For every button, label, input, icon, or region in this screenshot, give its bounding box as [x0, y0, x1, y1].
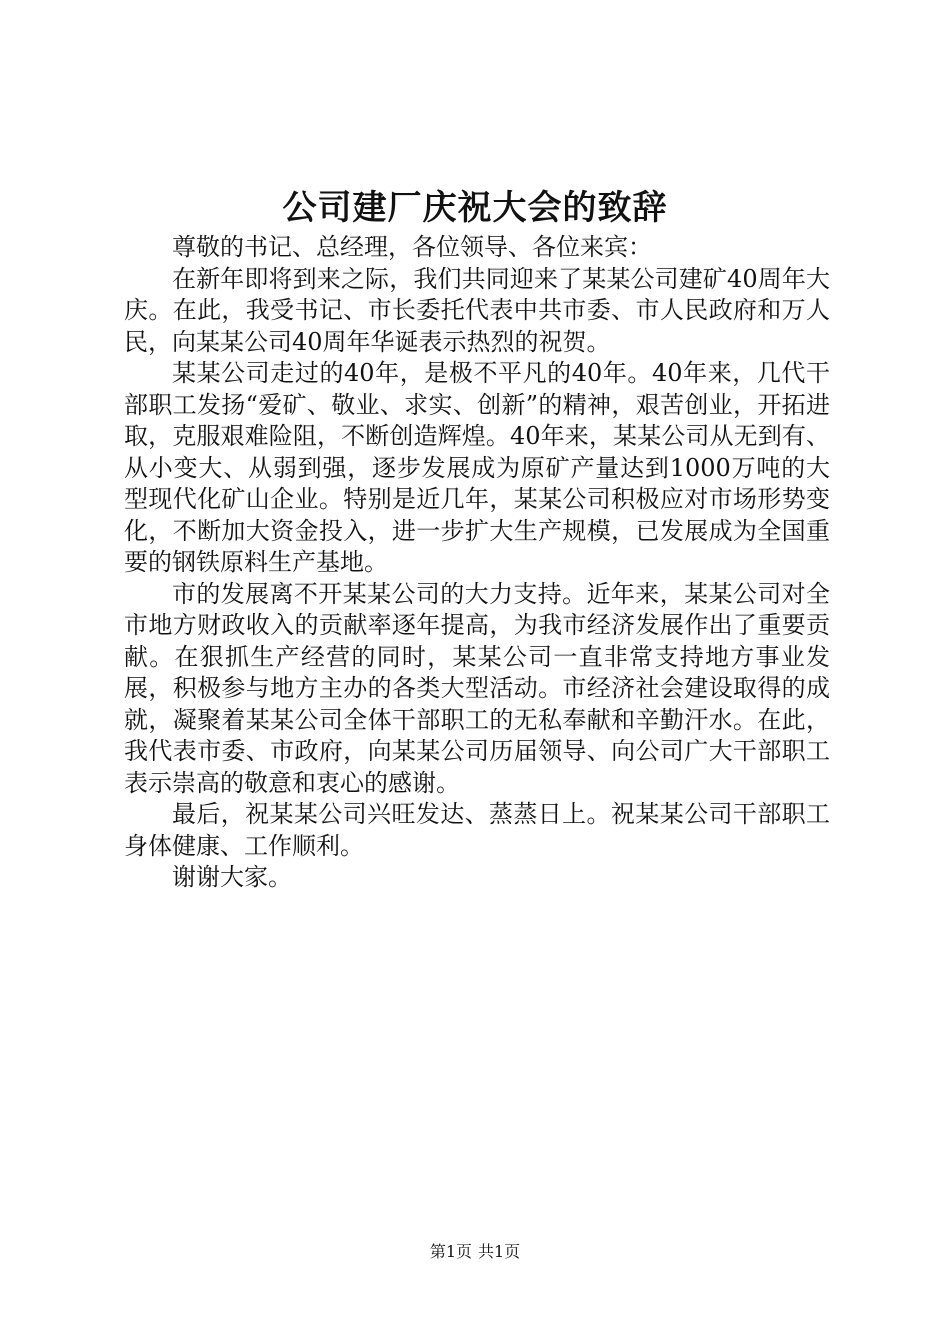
document-title: 公司建厂庆祝大会的致辞 [282, 188, 668, 228]
salutation-paragraph: 尊敬的书记、总经理，各位领导、各位来宾： [172, 233, 652, 261]
document-body [124, 232, 830, 894]
body-paragraph: 在新年即将到来之际，我们共同迎来了某某公司建矿40周年大庆。在此，我受书记、市长委托代表中共市委、市人民政府和万人民，向某某公司40周年华诞表示热烈的祝贺。 [124, 264, 830, 356]
page-number: 第1页 [429, 1242, 472, 1261]
page-total: 共1页 [478, 1242, 521, 1261]
page-footer [0, 1240, 950, 1264]
body-paragraph: 市的发展离不开某某公司的大力支持。近年来，某某公司对全市地方财政收入的贡献率逐年提高，为我市经济发展作出了重要贡献。在狠抓生产经营的同时，某某公司一直非常支持地方事业发展，积极参与地方主办的各类大型活动。市经济社会建设取得的成就，凝聚着某某公司全体干部职工的无私奉献和辛勤汗水。在此，我代表市委、市政府，向某某公司历届领导、向公司广大干部职工表示崇高的敬意和衷心的感谢。 [124, 579, 830, 797]
body-paragraph: 最后，祝某某公司兴旺发达、蒸蒸日上。祝某某公司干部职工身体健康、工作顺利。 [124, 800, 830, 860]
closing-paragraph: 谢谢大家。 [172, 863, 292, 891]
body-paragraph: 某某公司走过的40年，是极不平凡的40年。40年来，几代干部职工发扬“爱矿、敬业、求实、创新”的精神，艰苦创业，开拓进取，克服艰难险阻，不断创造辉煌。40年来，某某公司从无到有、从小变大、从弱到强，逐步发展成为原矿产量达到1000万吨的大型现代化矿山企业。特别是近几年，某某公司积极应对市场形势变化，不断加大资金投入，进一步扩大生产规模，已发展成为全国重要的钢铁原料生产基地。 [124, 359, 830, 576]
